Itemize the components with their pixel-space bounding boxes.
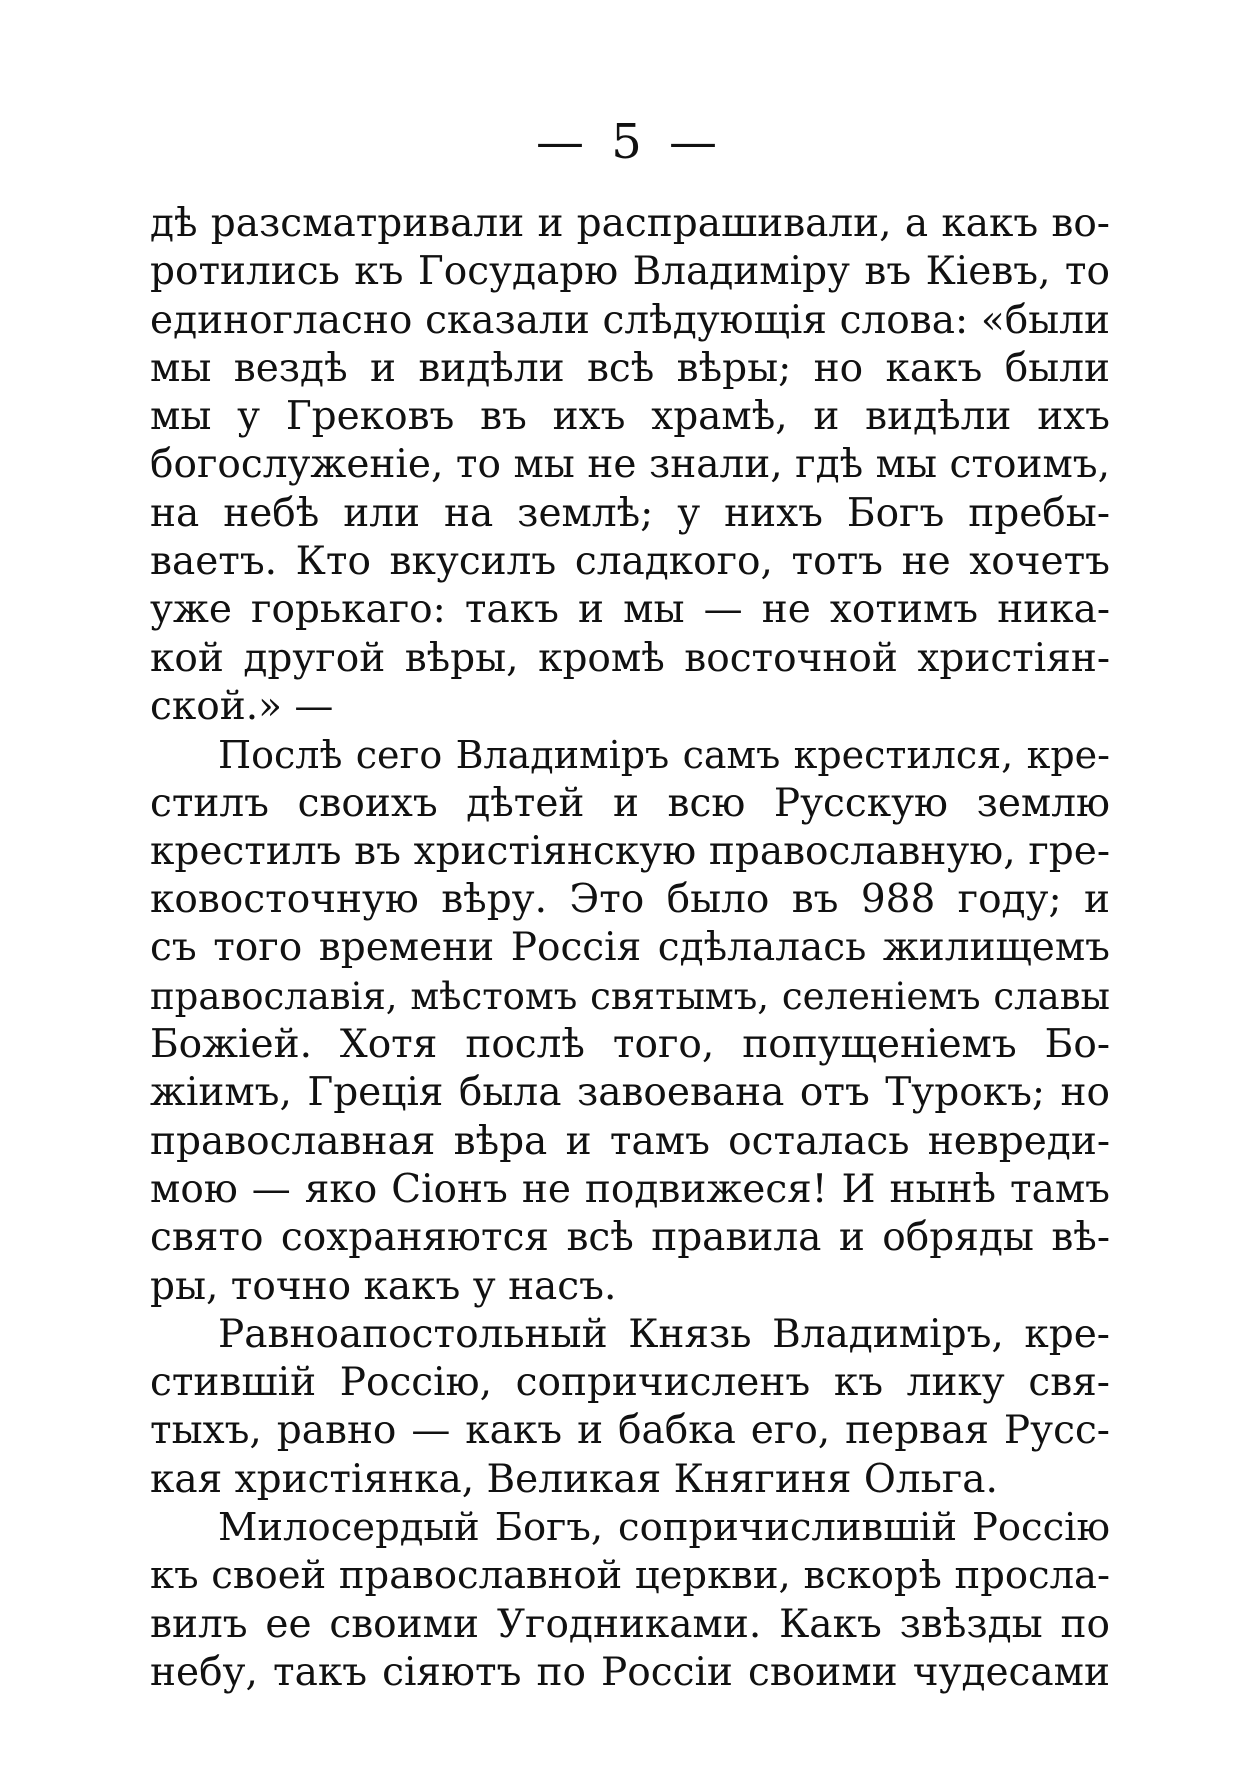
text-line: кой другой вѣры, кромѣ восточной христіян-	[150, 635, 1110, 681]
text-line: Божіей. Хотя послѣ того, попущеніемъ Бо-	[150, 1022, 1110, 1068]
text-line: Послѣ сего Владиміръ самъ крестился, кре-	[218, 733, 1110, 778]
text-line: жіимъ, Греція была завоевана отъ Турокъ; но	[150, 1070, 1110, 1116]
page-number: — 5 —	[535, 114, 724, 170]
text-line: богослуженіе, то мы не знали, гдѣ мы стоимъ,	[150, 442, 1110, 488]
text-line: православія, мѣстомъ святымъ, селеніемъ славы	[150, 974, 1110, 1018]
text-line: единогласно сказали слѣдующія слова: «были	[150, 297, 1110, 343]
text-line: стившій Россію, сопричисленъ къ лику свя-	[150, 1360, 1110, 1406]
text-line: тыхъ, равно — какъ и бабка его, первая Русс-	[150, 1408, 1110, 1454]
text-line: мы вездѣ и видѣли всѣ вѣры; но какъ были	[150, 345, 1110, 391]
text-line: дѣ разсматривали и распрашивали, а какъ во-	[150, 201, 1110, 246]
text-line: мою — яко Сіонъ не подвижеся! И нынѣ тамъ	[150, 1166, 1110, 1212]
text-line: мы у Грековъ въ ихъ храмѣ, и видѣли ихъ	[150, 394, 1110, 440]
text-line: Милосердый Богъ, сопричислившій Россію	[218, 1505, 1110, 1551]
text-line: свято сохраняются всѣ правила и обряды вѣ-	[150, 1215, 1110, 1261]
text-line: съ того времени Россія сдѣлалась жилищемъ	[150, 925, 1110, 971]
text-line: ваетъ. Кто вкусилъ сладкого, тотъ не хочетъ	[150, 539, 1110, 585]
text-line: ры, точно какъ у насъ.	[150, 1263, 617, 1309]
text-line: стилъ своихъ дѣтей и всю Русскую землю	[150, 780, 1110, 826]
text-line: ковосточную вѣру. Это было въ 988 году; и	[150, 877, 1110, 923]
text-line: ротились къ Государю Владиміру въ Кіевъ, то	[150, 249, 1110, 295]
text-line: уже горькаго: такъ и мы — не хотимъ ника-	[150, 587, 1110, 633]
text-line: кая христіянка, Великая Княгиня Ольга.	[150, 1456, 998, 1502]
text-line: вилъ ее своими Угодниками. Какъ звѣзды по	[150, 1601, 1110, 1647]
body-text	[150, 200, 1110, 1697]
text-line: Равноапостольный Князь Владиміръ, кре-	[218, 1311, 1110, 1357]
text-line: на небѣ или на землѣ; у нихъ Богъ пребы-	[150, 490, 1110, 536]
text-line: крестилъ въ христіянскую православную, гре-	[150, 828, 1110, 874]
text-line: небу, такъ сіяютъ по Россіи своими чудесами	[150, 1649, 1110, 1695]
text-line: православная вѣра и тамъ осталась невреди-	[150, 1118, 1110, 1164]
text-line: ской.» —	[150, 683, 334, 729]
text-line: къ своей православной церкви, вскорѣ просла-	[150, 1553, 1110, 1599]
